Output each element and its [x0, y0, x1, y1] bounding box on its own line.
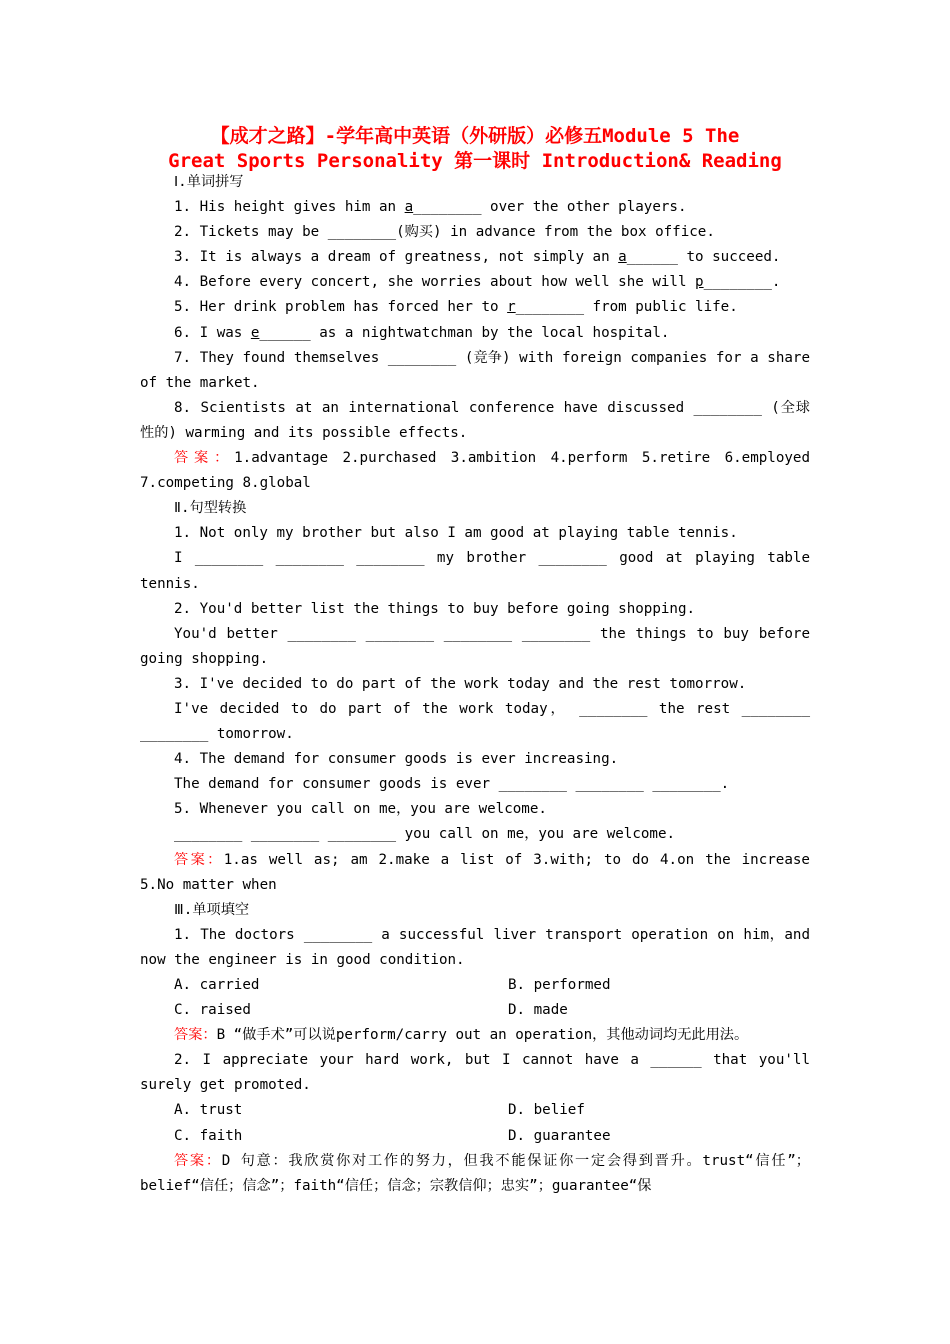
option-a: A. trust: [174, 1102, 243, 1119]
answer-2: 答案：1.as well as; am 2.make a list of 3.with; to do 4.on the increase 5.No matter when: [140, 851, 810, 893]
section-heading-1: Ⅰ.单词拼写: [174, 174, 244, 190]
option-a: A. carried: [174, 977, 260, 993]
rewrite-2-2: You'd better ________ ________ ________ ________ the things to buy before going shopping.: [140, 625, 810, 667]
answer-1: 答案：1.advantage 2.purchased 3.ambition 4.perform 5.retire 6.employed 7.competing 8.global: [140, 450, 810, 492]
options-row: [140, 1124, 810, 1149]
section-heading-2: Ⅱ.句型转换: [174, 500, 247, 517]
option-d: D. made: [508, 1002, 568, 1019]
question-3-1: 1. The doctors ________ a successful liver transport operation on him，and now the engineer is in good condition.: [140, 926, 810, 968]
question-1-1: 1. His height gives him an a________ over the other players.: [174, 199, 687, 216]
rewrite-2-1: I ________ ________ ________ my brother ________ good at playing table tennis.: [140, 550, 810, 592]
title-line-2: Great Sports Personality 第一课时 Introduction& Reading: [168, 150, 782, 172]
option-c: C. faith: [174, 1127, 243, 1144]
section-heading-3: Ⅲ.单项填空: [174, 901, 250, 918]
answer-3-1: 答案：B “做手术”可以说perform/carry out an operation，其他动词均无此用法。: [174, 1027, 749, 1044]
document-title: [140, 124, 810, 174]
question-1-6: 6. I was e______ as a nightwatchman by the local hospital.: [174, 324, 670, 341]
answer-label: 答案：: [174, 450, 235, 467]
rewrite-2-3: I've decided to do part of the work today， ________ the rest ________ ________ tomorrow.: [140, 700, 810, 743]
answer-3-2: 答案：D 句意：我欣赏你对工作的努力，但我不能保证你一定会得到晋升。trust“信任”；belief“信任；信念”；faith“信任；信念；宗教信仰；忠实”；guarantee“保: [140, 1152, 810, 1194]
question-1-4: 4. Before every concert, she worries about how well she will p________.: [174, 274, 781, 291]
rewrite-2-5: ________ ________ ________ you call on me，you are welcome.: [174, 826, 676, 843]
answer-label: 答案：: [174, 1152, 222, 1169]
question-1-3: 3. It is always a dream of greatness, not simply an a______ to succeed.: [174, 249, 781, 266]
option-b: B. performed: [508, 977, 611, 993]
question-2-4: 4. The demand for consumer goods is ever increasing.: [174, 751, 619, 768]
question-1-8: 8. Scientists at an international conference have discussed ________ (全球性的) warming and its possible effects.: [140, 399, 810, 441]
option-c: C. raised: [174, 1002, 251, 1019]
rewrite-2-4: The demand for consumer goods is ever ________ ________ ________.: [174, 776, 730, 793]
option-d: D. guarantee: [508, 1127, 611, 1144]
options-row: [140, 1098, 810, 1123]
question-2-1: 1. Not only my brother but also I am good at playing table tennis.: [174, 525, 738, 542]
question-2-3: 3. I've decided to do part of the work today and the rest tomorrow.: [174, 675, 747, 692]
document-body: [140, 170, 810, 1199]
answer-label: 答案：: [174, 1027, 217, 1044]
question-1-2: 2. Tickets may be ________(购买) in advance from the box office.: [174, 224, 715, 241]
option-d: D. belief: [508, 1102, 585, 1119]
options-row: [140, 998, 810, 1023]
question-1-5: 5. Her drink problem has forced her to r________ from public life.: [174, 299, 738, 316]
question-1-7: 7. They found themselves ________ (竞争) with foreign companies for a share of the market.: [140, 349, 810, 391]
answer-label: 答案：: [174, 851, 224, 868]
question-2-2: 2. You'd better list the things to buy before going shopping.: [174, 600, 696, 617]
question-3-2: 2. I appreciate your hard work, but I cannot have a ______ that you'll surely get promoted.: [140, 1052, 810, 1094]
options-row: [140, 973, 810, 998]
title-line-1: 【成才之路】-学年高中英语（外研版）必修五Module 5 The: [210, 125, 740, 147]
question-2-5: 5. Whenever you call on me，you are welcome.: [174, 801, 547, 818]
